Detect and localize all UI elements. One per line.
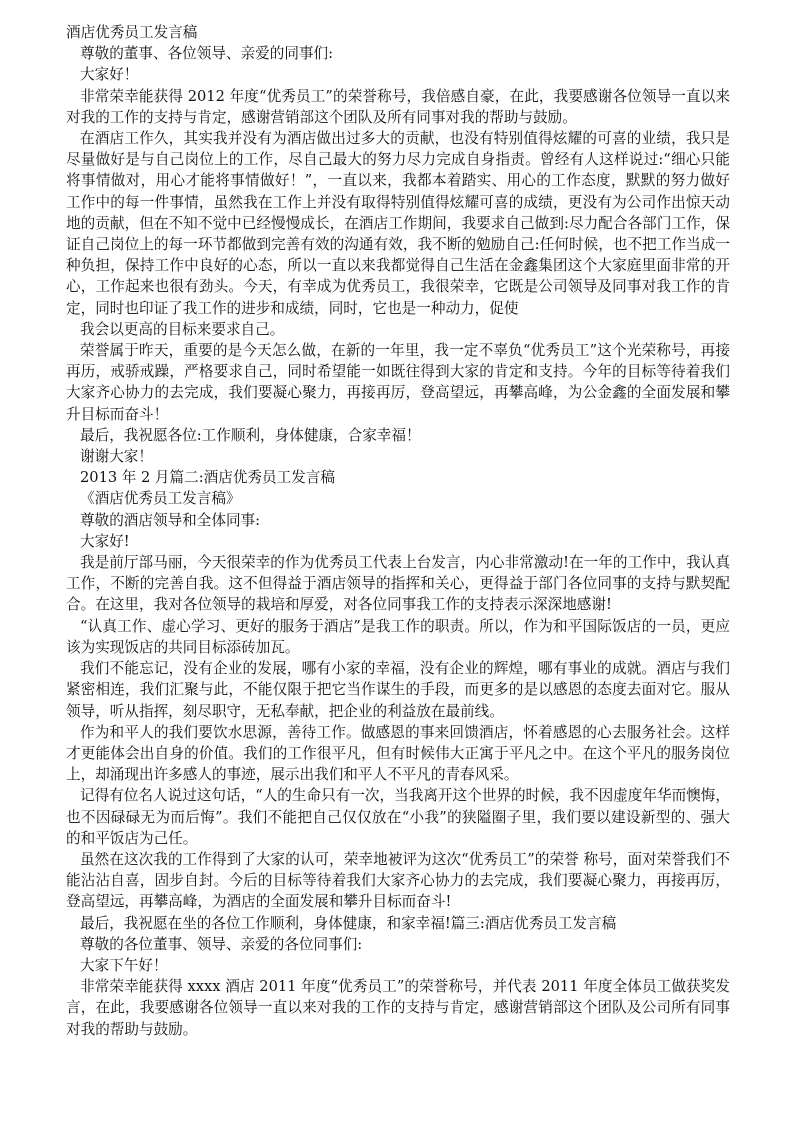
paragraph: 在酒店工作久，其实我并没有为酒店做出过多大的贡献，也没有特别值得炫耀的可喜的业绩，我只是尽量做好是与自己岗位上的工作，尽自己最大的努力尽力完成自身指责。曾经有人这样说过:“细心只能将事情做对，用心才能将事情做好！”，一直以来，我都本着踏实、用心的工作态度，默默的努力做好工作中的每一件事情，虽然我在工作上并没有取得特别值得炫耀可喜的成绩，更没有为公司作出惊天动地的贡献，但在不知不觉中已经慢慢成长，在酒店工作期间，我要求自己做到:尽力配合各部门工作，保证自己岗位上的每一环节都做到完善有效的沟通有效，我不断的勉励自己:任何时候，也不把工作当成一种负担，保持工作中良好的心态，所以一直以来我都觉得自己生活在金鑫集团这个大家庭里面非常的开心，工作起来也很有劲头。今天，有幸成为优秀员工，我很荣幸，它既是公司领导及同事对我工作的肯定，同时也印证了我工作的进步和成绩，同时，它也是一种动力，促使 bbox=[66, 130, 730, 317]
paragraph: 最后，我祝愿在坐的各位工作顺利，身体健康，和家幸福!篇三:酒店优秀员工发言稿 bbox=[80, 914, 617, 932]
paragraph: 2013 年 2 月篇二:酒店优秀员工发言稿 bbox=[80, 469, 335, 487]
paragraph: 荣誉属于昨天，重要的是今天怎么做，在新的一年里，我一定不辜负“优秀员工”这个光荣称号，再接再历，戒骄戒躁，严格要求自己，同时希望能一如既往得到大家的肯定和支持。今年的目标等待着我们大家齐心协力的去完成，我们要凝心聚力，再接再厉，登高望远，再攀高峰，为公金鑫的全面发展和攀升目标而奋斗！ bbox=[66, 342, 730, 423]
paragraph: 我们不能忘记，没有企业的发展，哪有小家的幸福，没有企业的辉煌，哪有事业的成就。酒店与我们紧密相连，我们汇聚与此，不能仅限于把它当作谋生的手段，而更多的是以感恩的态度去面对它。服从领导，听从指挥，刻尽职守，无私奉献，把企业的利益放在最前线。 bbox=[66, 660, 730, 720]
paragraph: 尊敬的各位董事、领导、亲爱的各位同事们: bbox=[80, 935, 363, 953]
paragraph: 大家好！ bbox=[80, 66, 139, 84]
paragraph: 尊敬的酒店领导和全体同事: bbox=[80, 511, 261, 529]
paragraph: 我是前厅部马丽，今天很荣幸的作为优秀员工代表上台发言，内心非常激动!在一年的工作中，我认真工作，不断的完善自我。这不但得益于酒店领导的指挥和关心，更得益于部门各位同事的支持与默契配合。在这里，我对各位领导的栽培和厚爱，对各位同事我工作的支持表示深深地感谢! bbox=[66, 554, 730, 614]
paragraph: 大家下午好！ bbox=[80, 956, 168, 974]
paragraph: 非常荣幸能获得 2012 年度“优秀员工”的荣誉称号，我倍感自豪，在此，我要感谢各位领导一直以来对我的工作的支持与肯定，感谢营销部这个团队及所有同事对我的帮助与鼓励。 bbox=[66, 87, 730, 126]
paragraph: 谢谢大家！ bbox=[80, 448, 153, 466]
paragraph: 虽然在这次我的工作得到了大家的认可，荣幸地被评为这次“优秀员工”的荣誉 称号，面对荣誉我们不能沾沾自喜，固步自封。今后的目标等待着我们大家齐心协力的去完成，我们要凝心聚力，再接再厉，登高望远，再攀高峰，为酒店的全面发展和攀升目标而奋斗! bbox=[66, 850, 730, 911]
paragraph: 最后，我祝愿各位:工作顺利，身体健康，合家幸福！ bbox=[80, 426, 421, 444]
paragraph: 大家好! bbox=[80, 532, 130, 550]
paragraph: 尊敬的董事、各位领导、亲爱的同事们: bbox=[80, 45, 334, 63]
paragraph: 《酒店优秀员工发言稿》 bbox=[80, 490, 241, 508]
paragraph: 非常荣幸能获得 xxxx 酒店 2011 年度“优秀员工”的荣誉称号，并代表 2011 年度全体员工做获奖发言，在此，我要感谢各位领导一直以来对我的工作的支持与肯定，感谢营销部这个团队及公司所有同事对我的帮助与鼓励。 bbox=[66, 978, 730, 1038]
document-page bbox=[66, 22, 730, 1040]
paragraph: 作为和平人的我们要饮水思源，善待工作。做感恩的事来回馈酒店，怀着感恩的心去服务社会。这样才更能体会出自身的价值。我们的工作很平凡，但有时候伟大正寓于平凡之中。在这个平凡的服务岗位上，却涌现出许多感人的事迹，展示出我们和平人不平凡的青春风采。 bbox=[66, 723, 730, 784]
paragraph: 我会以更高的目标来要求自己。 bbox=[80, 320, 285, 338]
document-title: 酒店优秀员工发言稿 bbox=[66, 24, 198, 41]
paragraph: “认真工作、虚心学习、更好的服务于酒店”是我工作的职责。所以，作为和平国际饭店的一员，更应该为实现饭店的共同目标添砖加瓦。 bbox=[66, 617, 730, 656]
paragraph: 记得有位名人说过这句话，“人的生命只有一次，当我离开这个世界的时候，我不因虚度年华而懊悔，也不因碌碌无为而后悔”。我们不能把自己仅仅放在“小我”的狭隘圈子里，我们要以建设新型的、强大的和平饭店为己任。 bbox=[66, 787, 730, 847]
